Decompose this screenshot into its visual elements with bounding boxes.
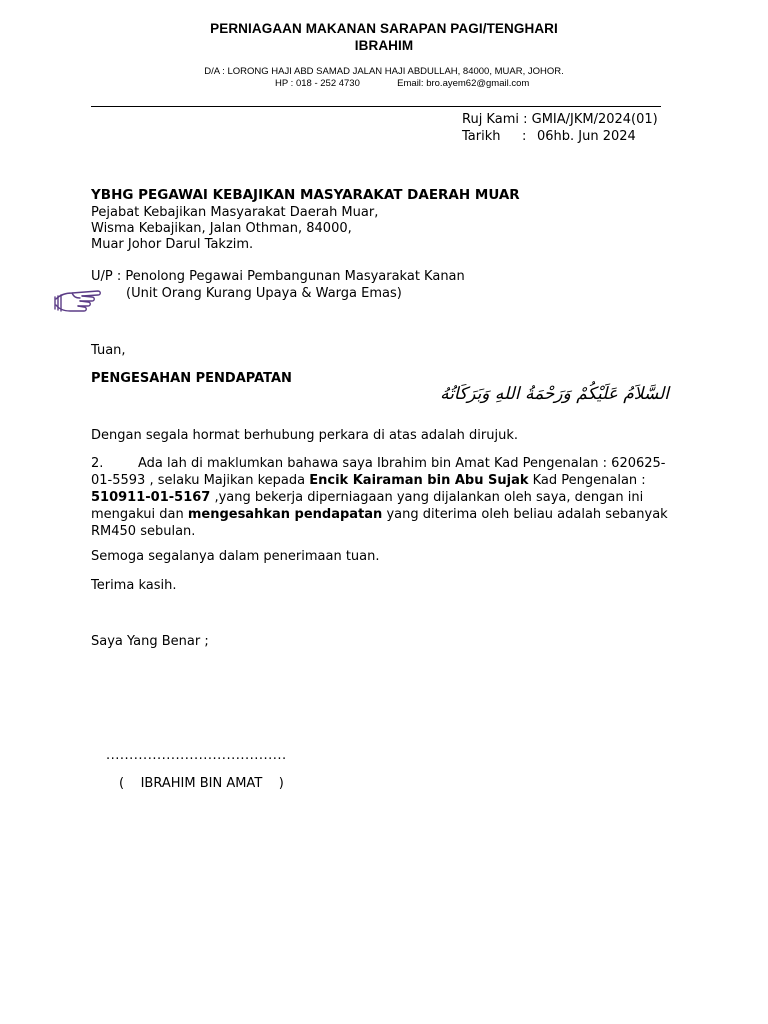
recipient-line2: Wisma Kebajikan, Jalan Othman, 84000, (91, 221, 352, 236)
ruj-value: GMIA/JKM/2024(01) (531, 112, 658, 127)
tarikh-separator: : (522, 129, 527, 144)
email-label: Email: (397, 78, 424, 89)
contact-line (275, 78, 529, 89)
company-address: D/A : LORONG HAJI ABD SAMAD JALAN HAJI ABDULLAH, 84000, MUAR, JOHOR. (204, 66, 564, 77)
email-address: bro.ayem62@gmail.com (426, 78, 530, 89)
hp-number: 018 - 252 4730 (295, 78, 360, 89)
header-divider (91, 106, 661, 107)
arabic-greeting: السَّلاَمُ عَلَيْكُمْ وَرَحْمَةُ اللهِ وَبَرَكَاتُهُ (440, 384, 669, 404)
signature-line: ....................................... (106, 748, 287, 763)
body-paragraph-2 (91, 455, 681, 540)
company-name-line2: IBRAHIM (354, 38, 414, 53)
reference-number (462, 111, 658, 128)
intro-text: Dengan segala hormat berhubung perkara di atas adalah dirujuk. (91, 428, 518, 443)
signatory-name: ( IBRAHIM BIN AMAT ) (119, 776, 284, 791)
hp-label: HP : (275, 78, 294, 89)
employee-ic-number: 510911-01-5167 (91, 490, 211, 505)
body-paragraph-3 (91, 548, 681, 565)
recipient-line3: Muar Johor Darul Takzim. (91, 237, 254, 252)
body-paragraph-4 (91, 577, 681, 594)
closing-wish: Semoga segalanya dalam penerimaan tuan. (91, 549, 380, 564)
ic-label-text: Kad Pengenalan : (528, 473, 646, 488)
employer-statement: Ada lah di maklumkan bahawa saya Ibrahim bin Amat Kad Pengenalan : 620625-01-5593 , selaku Majikan kepada (91, 456, 666, 488)
attention-unit: (Unit Orang Kurang Upaya & Warga Emas) (126, 286, 402, 301)
pointing-hand-icon (52, 283, 104, 317)
employee-name: Encik Kairaman bin Abu Sujak (309, 473, 529, 488)
income-confirmation: mengesahkan pendapatan (187, 507, 383, 522)
company-name-line1: PERNIAGAAN MAKANAN SARAPAN PAGI/TENGHARI (210, 21, 558, 36)
tarikh-label: Tarikh (462, 129, 501, 144)
ruj-label: Ruj Kami : (462, 112, 528, 127)
employment-text: ,yang bekerja diperniagaan yang dijalankan oleh saya, dengan ini mengakui dan (91, 490, 644, 522)
letter-date (462, 128, 636, 145)
sign-off: Saya Yang Benar ; (91, 634, 209, 649)
salutation: Tuan, (91, 343, 126, 358)
tarikh-value: 06hb. Jun 2024 (537, 129, 636, 144)
body-paragraph-1 (91, 427, 681, 444)
recipient-title: YBHG PEGAWAI KEBAJIKAN MASYARAKAT DAERAH MUAR (91, 187, 520, 203)
thanks-text: Terima kasih. (91, 578, 177, 593)
subject-heading: PENGESAHAN PENDAPATAN (91, 371, 292, 386)
attention-line: U/P : Penolong Pegawai Pembangunan Masyarakat Kanan (91, 269, 465, 284)
paragraph-number: 2. (91, 456, 104, 471)
income-amount-text: yang diterima oleh beliau adalah sebanyak RM450 sebulan. (91, 507, 668, 539)
recipient-line1: Pejabat Kebajikan Masyarakat Daerah Muar, (91, 205, 379, 220)
